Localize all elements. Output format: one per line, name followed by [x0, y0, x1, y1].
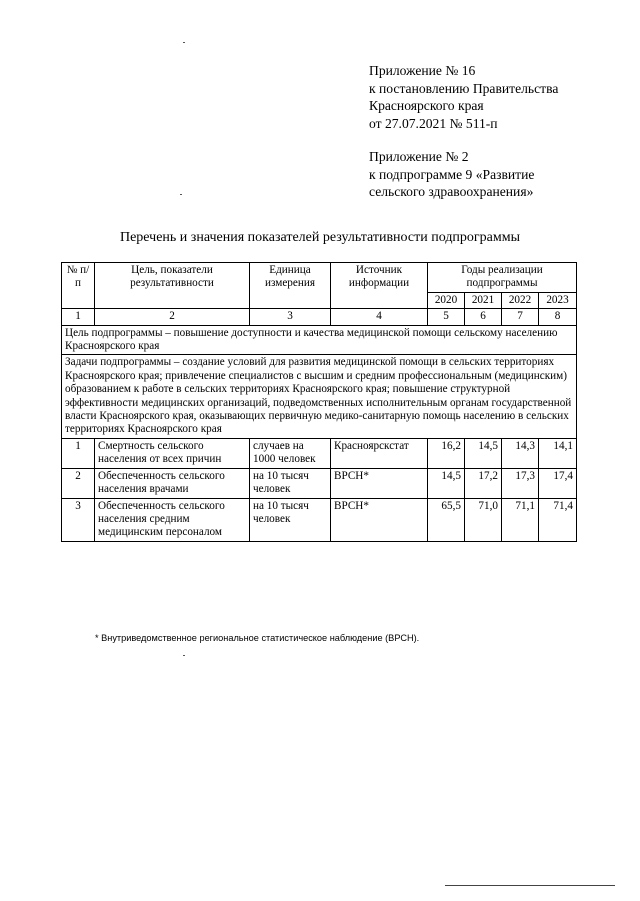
- column-numbers-row: [62, 309, 577, 325]
- row-source: Красноярскстат: [331, 438, 428, 468]
- footnote: * Внутриведомственное региональное статистическое наблюдение (ВРСН).: [95, 633, 420, 643]
- year-2023: 2023: [539, 292, 577, 308]
- table-row: [62, 438, 577, 468]
- col-number: 2: [95, 309, 250, 325]
- col-number: 6: [465, 309, 502, 325]
- row-num: 3: [62, 498, 95, 541]
- tasks-text: Задачи подпрограммы – создание условий для развития медицинской помощи в сельских территориях Красноярского края; привлечение специалистов с высшим и средним профессиональным (медицинским) образованием к работе в сельских территориях Красноярского края; повышение структурной эффективности медицинских организаций, подведомственных исполнительным органам государственной власти Красноярского края, оказывающих первичную медико-санитарную помощь населению в сельских территориях Красноярского края: [62, 355, 577, 438]
- row-source: ВРСН*: [331, 468, 428, 498]
- row-value-2023: 17,4: [539, 468, 577, 498]
- table-row: [62, 468, 577, 498]
- col-number: 3: [250, 309, 331, 325]
- resolution-line: к постановлению Правительства: [369, 80, 559, 96]
- col-number: 5: [428, 309, 465, 325]
- row-unit: случаев на 1000 человек: [250, 438, 331, 468]
- row-value-2022: 71,1: [502, 498, 539, 541]
- appendix-16-line: Приложение № 16: [369, 63, 476, 78]
- scan-speck: [183, 42, 185, 43]
- appendix-2-line: Приложение № 2: [369, 149, 469, 164]
- header-unit: Единица измерения: [250, 263, 331, 309]
- row-unit: на 10 тысяч человек: [250, 498, 331, 541]
- row-value-2020: 65,5: [428, 498, 465, 541]
- table-header-row: [62, 263, 577, 293]
- row-value-2020: 14,5: [428, 468, 465, 498]
- row-value-2023: 14,1: [539, 438, 577, 468]
- date-number-line: от 27.07.2021 № 511-п: [369, 115, 498, 131]
- col-number: 8: [539, 309, 577, 325]
- row-value-2021: 17,2: [465, 468, 502, 498]
- scan-speck: [183, 655, 185, 656]
- header-goal: Цель, показатели результативности: [95, 263, 250, 309]
- row-indicator: Смертность сельского населения от всех причин: [95, 438, 250, 468]
- col-number: 4: [331, 309, 428, 325]
- row-num: 2: [62, 468, 95, 498]
- subprogram-name-line: сельского здравоохранения»: [369, 184, 534, 199]
- row-value-2022: 17,3: [502, 468, 539, 498]
- table-row: [62, 498, 577, 541]
- goal-row: [62, 325, 577, 355]
- row-value-2021: 71,0: [465, 498, 502, 541]
- col-number: 7: [502, 309, 539, 325]
- col-number: 1: [62, 309, 95, 325]
- row-num: 1: [62, 438, 95, 468]
- indicators-table: [61, 262, 577, 542]
- row-indicator: Обеспеченность сельского населения средним медицинским персоналом: [95, 498, 250, 541]
- row-value-2023: 71,4: [539, 498, 577, 541]
- subprogram-line: к подпрограмме 9 «Развитие: [369, 166, 535, 182]
- goal-text: Цель подпрограммы – повышение доступности и качества медицинской помощи сельскому населению Красноярского края: [62, 325, 577, 355]
- row-value-2021: 14,5: [465, 438, 502, 468]
- year-2020: 2020: [428, 292, 465, 308]
- year-2022: 2022: [502, 292, 539, 308]
- row-unit: на 10 тысяч человек: [250, 468, 331, 498]
- year-2021: 2021: [465, 292, 502, 308]
- appendix-header: [369, 62, 629, 201]
- row-indicator: Обеспеченность сельского населения врачами: [95, 468, 250, 498]
- bottom-rule: [445, 885, 615, 886]
- row-value-2022: 14,3: [502, 438, 539, 468]
- tasks-row: [62, 355, 577, 438]
- region-line: Красноярского края: [369, 98, 484, 113]
- scan-speck: [180, 194, 182, 195]
- row-source: ВРСН*: [331, 498, 428, 541]
- header-source: Источник информации: [331, 263, 428, 309]
- header-years: Годы реализации подпрограммы: [428, 263, 577, 293]
- document-title: Перечень и значения показателей результативности подпрограммы: [119, 230, 521, 245]
- row-value-2020: 16,2: [428, 438, 465, 468]
- header-num: № п/п: [62, 263, 95, 309]
